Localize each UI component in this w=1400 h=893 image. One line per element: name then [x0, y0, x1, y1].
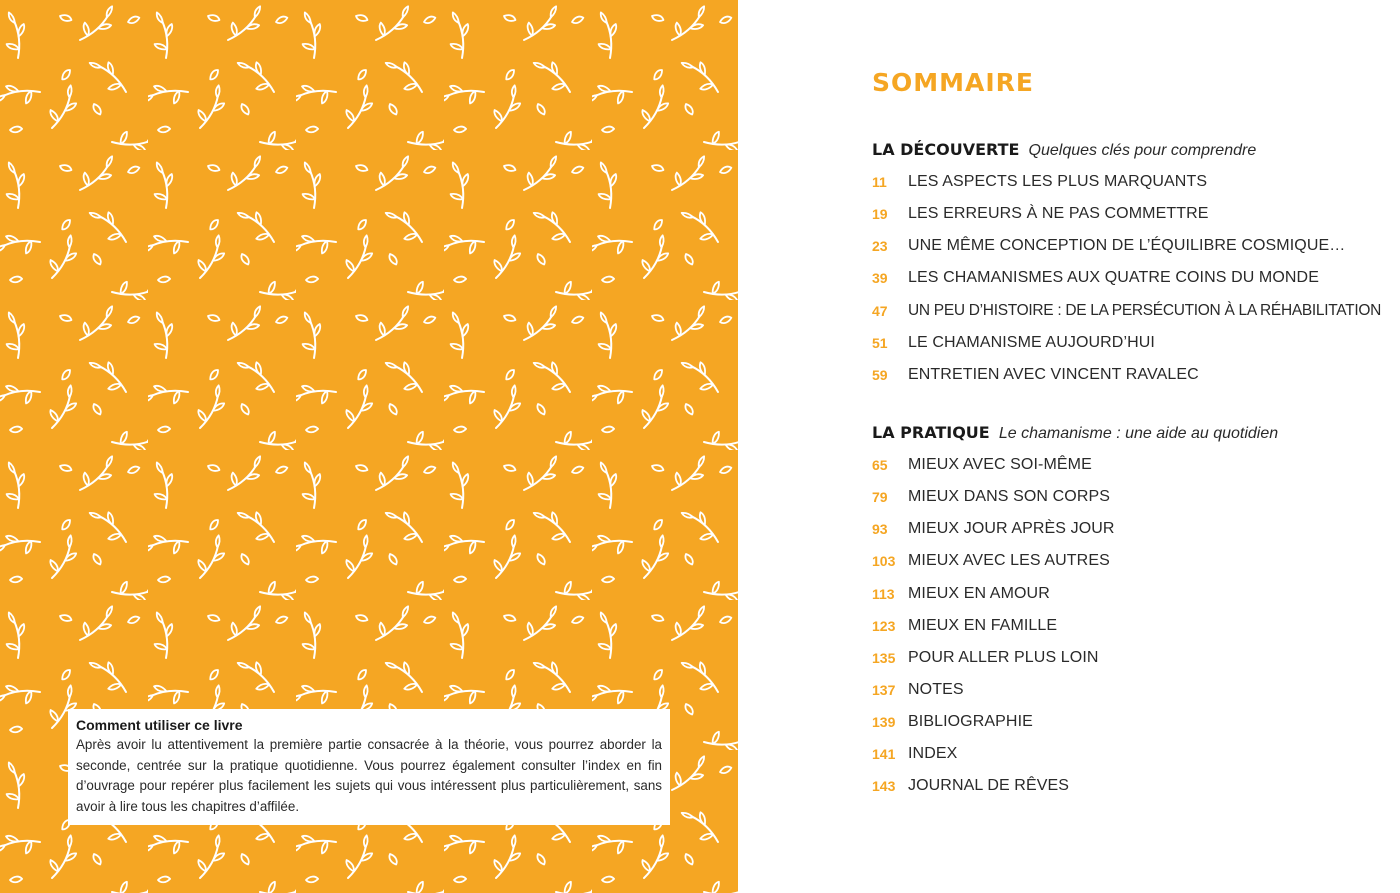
toc-entry-label: POUR ALLER PLUS LOIN	[908, 648, 1099, 666]
toc-page-number: 139	[872, 714, 896, 731]
toc-entry-label: NOTES	[908, 680, 964, 698]
toc-page-number: 47	[872, 302, 888, 319]
toc-entry[interactable]	[872, 706, 1397, 738]
toc-section-decouverte	[872, 134, 1397, 391]
toc-entry-label: MIEUX JOUR APRÈS JOUR	[908, 520, 1115, 538]
toc-entry-label: UNE MÊME CONCEPTION DE L’ÉQUILIBRE COSMIQUE…	[908, 237, 1346, 255]
toc-entry[interactable]	[872, 770, 1397, 802]
toc-entry[interactable]	[872, 610, 1397, 642]
toc-entry-label: MIEUX EN AMOUR	[908, 584, 1050, 602]
toc-entry[interactable]	[872, 545, 1397, 577]
table-of-contents-page	[738, 0, 1400, 893]
toc-page-number: 93	[872, 521, 888, 538]
toc-entry-label: LES ASPECTS LES PLUS MARQUANTS	[908, 173, 1208, 190]
toc-entry[interactable]	[872, 513, 1397, 545]
toc-entry-label: LES CHAMANISMES AUX QUATRE COINS DU MONDE	[908, 269, 1319, 287]
toc-entry[interactable]	[872, 262, 1397, 294]
section-heading	[872, 134, 1397, 166]
toc-entry-label: ENTRETIEN AVEC VINCENT RAVALEC	[908, 365, 1199, 383]
section-name: LA DÉCOUVERTE	[872, 140, 1020, 159]
toc-entry[interactable]	[872, 230, 1397, 262]
toc-entry-label: LES ERREURS À NE PAS COMMETTRE	[908, 205, 1209, 223]
toc-entry-label: JOURNAL DE RÊVES	[908, 777, 1070, 795]
toc-entry[interactable]	[872, 295, 1397, 327]
toc-page-number: 23	[872, 238, 888, 255]
how-to-use-body: Après avoir lu attentivement la première partie consacrée à la théorie, vous pourrez aborder la seconde, centrée sur la pratique quotidienne. Vous pourrez également consulter l’index en fin d’ouvrage pour repérer plus facilement les sujets qui vous intéressent plus particulièrement, sans avoir à lire tous les chapitres d’affilée.	[76, 737, 662, 814]
toc-section-pratique	[872, 417, 1397, 803]
toc-page-number: 113	[872, 585, 895, 602]
toc-entry[interactable]	[872, 642, 1397, 674]
toc-page-number: 65	[872, 457, 888, 473]
toc-entry[interactable]	[872, 481, 1397, 513]
toc-page-number: 19	[872, 206, 888, 223]
toc-entry[interactable]	[872, 166, 1397, 198]
toc-entry[interactable]	[872, 359, 1397, 391]
toc-entry-label: BIBLIOGRAPHIE	[908, 713, 1033, 731]
toc-entry-label: MIEUX AVEC SOI-MÊME	[908, 456, 1092, 473]
toc-entry[interactable]	[872, 449, 1397, 481]
toc-page-number: 79	[872, 489, 888, 506]
how-to-use-box	[68, 709, 670, 825]
toc-entry-label: MIEUX DANS SON CORPS	[908, 488, 1111, 506]
toc-entry[interactable]	[872, 198, 1397, 230]
how-to-use-title: Comment utiliser ce livre	[76, 717, 243, 733]
toc-page-number: 143	[872, 778, 896, 795]
toc-page-number: 11	[872, 174, 887, 190]
section-subtitle: Quelques clés pour comprendre	[1028, 142, 1257, 159]
toc-page-number: 39	[872, 270, 888, 287]
toc-entry-label: LE CHAMANISME AUJOURD’HUI	[908, 333, 1155, 351]
toc-entry-label: UN PEU D’HISTOIRE : DE LA PERSÉCUTION À LA RÉHABILITATION	[908, 301, 1381, 319]
toc-entry[interactable]	[872, 738, 1397, 770]
toc-page-number: 51	[872, 334, 888, 351]
section-subtitle: Le chamanisme : une aide au quotidien	[998, 425, 1279, 442]
toc-entry[interactable]	[872, 327, 1397, 359]
toc-entry[interactable]	[872, 674, 1397, 706]
toc-page-number: 137	[872, 681, 896, 698]
toc-entry-label: MIEUX AVEC LES AUTRES	[908, 552, 1110, 570]
toc-page-number: 141	[872, 746, 896, 763]
toc-entry-label: MIEUX EN FAMILLE	[908, 616, 1058, 634]
toc-page-number: 135	[872, 649, 896, 666]
toc-title: SOMMAIRE	[872, 68, 1034, 97]
toc-page-number: 59	[872, 366, 888, 383]
toc-entry-label: INDEX	[908, 745, 958, 763]
toc-page-number: 103	[872, 553, 896, 570]
toc-page-number: 123	[872, 617, 896, 634]
toc-entry[interactable]	[872, 578, 1397, 610]
section-heading	[872, 417, 1397, 449]
section-name: LA PRATIQUE	[872, 423, 990, 442]
